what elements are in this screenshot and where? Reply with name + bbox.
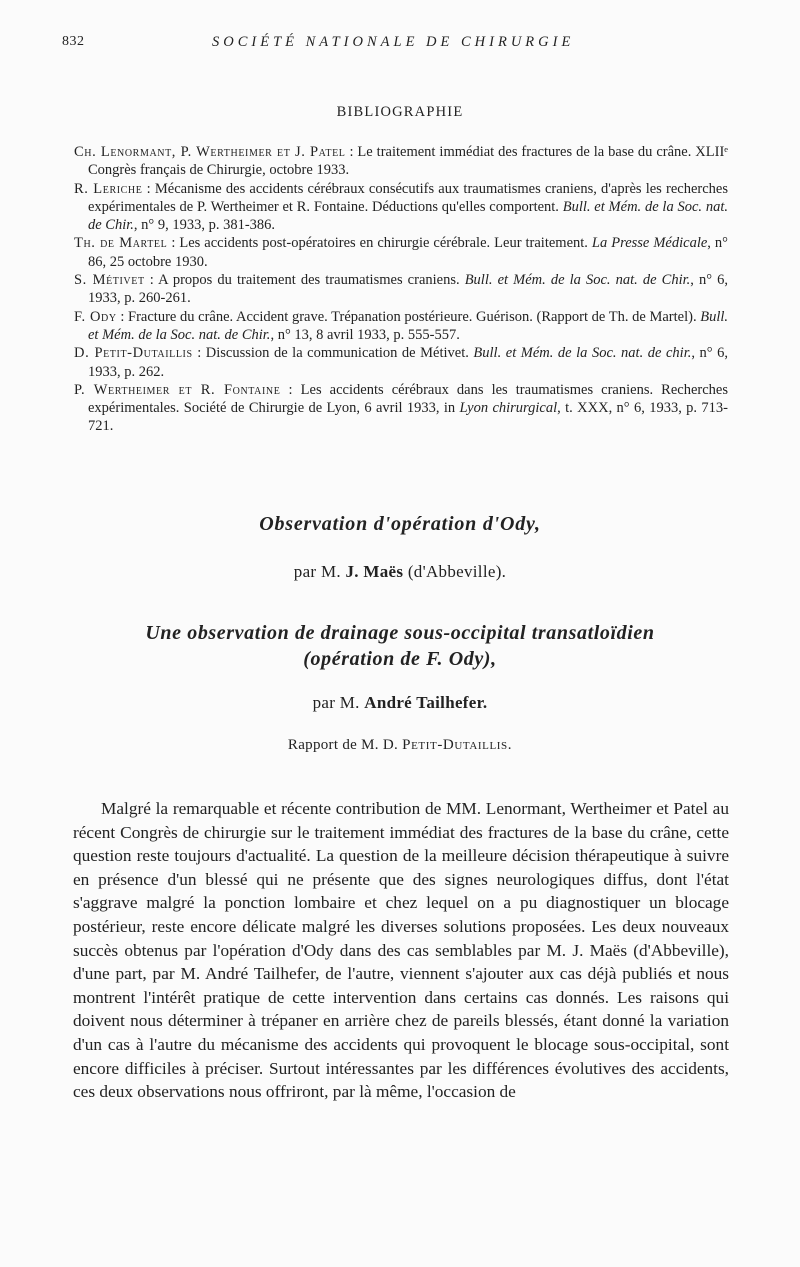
ref-tail: , n° 6, 1933, p. 260-261. xyxy=(88,272,728,307)
report-prefix: Rapport de M. D. xyxy=(287,737,403,753)
body-paragraph: Malgré la remarquable et récente contribution de MM. Lenormant, Wertheimer et Patel au récent Congrès de chirurgie sur le traitement immédiat des fractures de la base du crâne, cette question reste toujours d'actualité. La question de la meilleure décision thérapeutique à suivre en présence d'un blessé qui ne présente que des signes neurologiques diffus, dont l'état s'aggrave malgré la ponction lombaire et chez lequel on a pu diagnostiquer un blocage postérieur, reste encore délicate malgré les diverses solutions proposées. Les deux nouveaux succès obtenus par l'opération d'Ody dans des cas semblables par M. J. Maës (d'Abbeville), d'une part, par M. André Tailhefer, de l'autre, viennent s'ajouter aux cas déjà publiés et nous montrent l'intérêt pratique de cette intervention dans certains cas donnés. Les raisons qui doivent nous déterminer à trépaner en arrière chez de pareils blessés, étant donné la variation d'un cas à l'autre du mécanisme des accidents qui provoquent le blocage sous-occipital, sont encore difficiles à préciser. Surtout intéressantes par les différences évolutives des accidents, ces deux observations nous offriront, par là même, l'occasion de xyxy=(73,799,729,1102)
bibliography-entry xyxy=(74,180,728,235)
ref-author: S. Métivet xyxy=(74,272,145,289)
ref-author: F. Ody xyxy=(74,308,117,325)
ref-journal: Lyon chirurgical xyxy=(459,400,558,417)
report-line xyxy=(0,737,800,754)
ref-text: : Fracture du crâne. Accident grave. Trépanation postérieure. Guérison. (Rapport de Th. de Martel). xyxy=(116,308,701,325)
ref-tail: , n° 9, 1933, p. 381-386. xyxy=(133,217,276,234)
bibliography-entry xyxy=(74,271,728,308)
bibliography-title: BIBLIOGRAPHIE xyxy=(336,104,464,120)
section2-title xyxy=(70,620,730,672)
author-place: (d'Abbeville). xyxy=(403,562,507,581)
section2-author-line xyxy=(0,693,800,713)
bibliography-entry xyxy=(74,381,728,436)
section1-title: Observation d'opération d'Ody, xyxy=(259,513,541,535)
ref-text: : Les accidents post-opératoires en chirurgie cérébrale. Leur traitement. xyxy=(167,235,592,252)
ref-text: : Discussion de la communication de Métivet. xyxy=(192,345,474,362)
ref-journal: Bull. et Mém. de la Soc. nat. de Chir. xyxy=(88,198,728,234)
ref-journal: Bull. et Mém. de la Soc. nat. de chir. xyxy=(473,345,692,362)
author-name: André Tailhefer. xyxy=(364,693,488,712)
author-name: J. Maës xyxy=(345,562,404,581)
page-number: 832 xyxy=(62,34,85,49)
ref-text: : A propos du traitement des traumatismes craniens. xyxy=(144,272,465,289)
bibliography-entry xyxy=(74,234,728,271)
bibliography-entry xyxy=(74,344,728,381)
ref-text: : Les accidents cérébraux dans les traumatismes craniens. Recherches expérimentales. Société de Chirurgie de Lyon, 6 avril 1933, in xyxy=(88,381,729,417)
ref-tail: , n° 13, 8 avril 1933, p. 555-557. xyxy=(270,326,460,343)
ref-journal: Bull. et Mém. de la Soc. nat. de Chir. xyxy=(464,272,691,289)
running-head: SOCIÉTÉ NATIONALE DE CHIRURGIE xyxy=(212,34,575,50)
bibliography-list xyxy=(74,143,728,436)
section2-title-line2: (opération de F. Ody), xyxy=(303,648,497,670)
ref-text: : Le traitement immédiat des fractures de la base du crâne. XLIIᵉ Congrès français de Chirurgie, octobre 1933. xyxy=(88,144,728,179)
ref-author: P. Wertheimer et R. Fontaine xyxy=(74,381,281,398)
ref-tail: , t. XXX, n° 6, 1933, p. 713-721. xyxy=(88,400,728,435)
ref-tail: , n° 86, 25 octobre 1930. xyxy=(88,235,728,270)
author-prefix: par M. xyxy=(293,562,346,581)
ref-author: R. Leriche xyxy=(74,180,143,197)
page-header xyxy=(62,34,738,56)
bibliography-entry xyxy=(74,308,728,345)
ref-tail: , n° 6, 1933, p. 262. xyxy=(88,345,728,380)
author-prefix: par M. xyxy=(312,693,365,712)
section2-title-line1: Une observation de drainage sous-occipital transatloïdien xyxy=(145,622,655,644)
bibliography-entry xyxy=(74,143,728,180)
ref-journal: La Presse Médicale xyxy=(591,235,708,252)
ref-journal: Bull. et Mém. de la Soc. nat. de Chir. xyxy=(88,308,729,343)
report-author: Petit-Dutaillis. xyxy=(402,737,513,753)
section1-author-line xyxy=(0,562,800,582)
ref-text: : Mécanisme des accidents cérébraux consécutifs aux traumatismes craniens, d'après les recherches expérimentales de P. Wertheimer et R. Fontaine. Déductions qu'elles comportent. xyxy=(88,180,728,215)
ref-author: Ch. Lenormant, P. Wertheimer et J. Patel xyxy=(74,144,346,160)
ref-author: Th. de Martel xyxy=(74,235,168,252)
body-text xyxy=(73,797,729,1104)
ref-author: D. Petit-Dutaillis xyxy=(74,345,193,362)
